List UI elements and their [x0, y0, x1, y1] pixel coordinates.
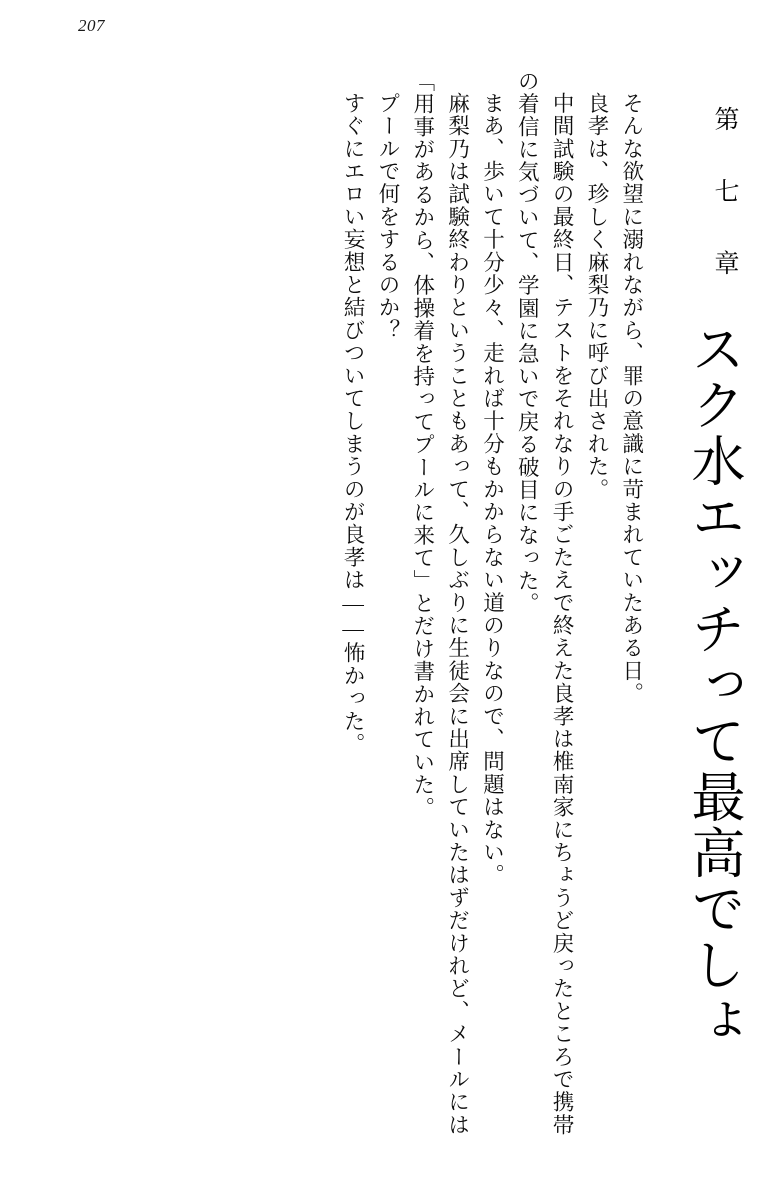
paragraph: 良孝は、珍しく麻梨乃に呼び出された。: [584, 91, 609, 501]
paragraph: 麻梨乃は試験終わりということもあって、久しぶりに生徒会に出席していたはずだけれど、メールには「用事があるから、体操着を持ってプールに来て」とだけ書かれていた。: [410, 70, 470, 1136]
chapter-heading: [685, 70, 742, 1049]
paragraph: 中間試験の最終日、テストをそれなりの手ごたえで終えた良孝は椎南家にちょうど戻ったところで携帯の着信に気づいて、学園に急いで戻る破目になった。: [515, 70, 575, 1136]
paragraph: まあ、歩いて十分少々、走れば十分もかからない道のりなので、問題はない。: [480, 91, 505, 886]
paragraph: すぐにエロい妄想と結びついてしまうのが良孝は——怖かった。: [341, 91, 366, 755]
body-text: [335, 70, 648, 1155]
paragraph: そんな欲望に溺れながら、罪の意識に苛まれていたある日。: [619, 91, 644, 705]
page-number: 207: [78, 16, 105, 35]
page-body: [40, 70, 742, 1160]
chapter-title: スク水エッチって最高でしょ: [684, 321, 744, 1049]
chapter-label: 第 七 章: [711, 106, 738, 285]
paragraph: プールで何をするのか？: [375, 91, 400, 342]
